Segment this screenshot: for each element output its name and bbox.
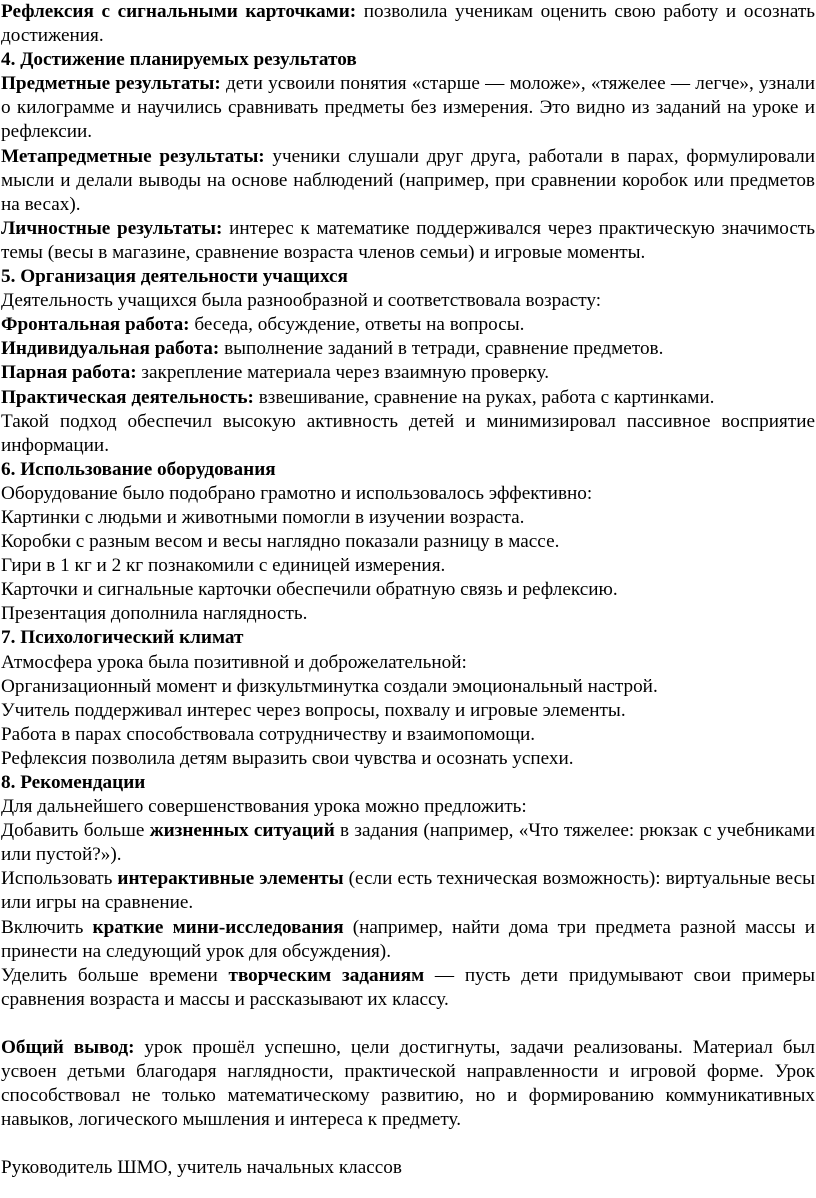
climate-line: Рефлексия позволила детям выразить свои чувства и осознать успехи.: [1, 747, 574, 769]
subject-results-text: дети усвоили понятия «старше — моложе», «тяжелее — легче», узнали о килограмме и научились сравнивать предметы без измерения. Это видно из заданий на уроке и рефлексии.: [1, 73, 815, 143]
subject-results-label: Предметные результаты:: [1, 73, 221, 95]
climate-line: Учитель поддерживал интерес через вопросы, похвалу и игровые элементы.: [1, 699, 626, 721]
recommendation-emphasis: краткие мини-исследования: [92, 916, 344, 938]
reflection-paragraph: [1, 0, 815, 48]
equipment-line: Презентация дополнила наглядность.: [1, 603, 308, 625]
recommendation-emphasis: интерактивные элементы: [117, 868, 344, 890]
section-6-heading: 6. Использование оборудования: [1, 458, 276, 480]
conclusion-text: урок прошёл успешно, цели достигнуты, задачи реализованы. Материал был усвоен детьми благодаря наглядности, практической направленности и игровой форме. Урок способствовал не только математическому развитию, но и формированию коммуникативных навыков, логического мышления и интереса к предмету.: [1, 1036, 815, 1131]
practical-work-line: [1, 386, 815, 410]
personal-results-paragraph: [1, 217, 815, 265]
climate-line: Работа в парах способствовала сотрудничеству и взаимопомощи.: [1, 723, 536, 745]
pair-work-text: закрепление материала через взаимную проверку.: [136, 362, 549, 384]
recommendation-text: — пусть дети придумывают свои примеры сравнения возраста и массы и рассказывают их классу.: [1, 964, 815, 1010]
recommendation-item: [1, 916, 815, 964]
conclusion-label: Общий вывод:: [1, 1036, 135, 1058]
personal-results-label: Личностные результаты:: [1, 217, 223, 239]
signature-line: Руководитель ШМО, учитель начальных классов: [1, 1157, 402, 1179]
recommendation-text: Использовать: [1, 868, 118, 890]
recommendation-text: (например, найти дома три предмета разной массы и принести на следующий урок для обсуждения).: [1, 916, 815, 962]
pair-work-label: Парная работа:: [1, 362, 137, 384]
pair-work-line: [1, 361, 815, 385]
recommendation-text: Уделить больше времени: [1, 964, 229, 986]
conclusion-paragraph: [1, 1036, 815, 1132]
individual-work-line: [1, 337, 815, 361]
activity-intro: Деятельность учащихся была разнообразной и соответствовала возрасту:: [1, 290, 602, 312]
equipment-line: Карточки и сигнальные карточки обеспечили обратную связь и рефлексию.: [1, 579, 618, 601]
practical-work-label: Практическая деятельность:: [1, 386, 254, 408]
recommendations-intro: Для дальнейшего совершенствования урока можно предложить:: [1, 796, 527, 818]
recommendation-text: Включить: [1, 916, 93, 938]
recommendation-text: в задания (например, «Что тяжелее: рюкзак с учебниками или пустой?»).: [1, 820, 815, 866]
subject-results-paragraph: [1, 72, 815, 144]
climate-line: Организационный момент и физкультминутка создали эмоциональный настрой.: [1, 675, 658, 697]
personal-results-text: интерес к математике поддерживался через практическую значимость темы (весы в магазине, сравнение возраста членов семьи) и игровые моменты.: [1, 217, 815, 263]
reflection-label: Рефлексия с сигнальными карточками:: [1, 1, 357, 22]
meta-results-label: Метапредметные результаты:: [1, 145, 265, 167]
recommendation-text: Добавить больше: [1, 820, 150, 842]
equipment-line: Гири в 1 кг и 2 кг познакомили с единицей измерения.: [1, 555, 446, 577]
spacer: [1, 1012, 815, 1036]
recommendation-text: (если есть техническая возможность): виртуальные весы или игры на сравнение.: [1, 868, 815, 914]
equipment-line: Оборудование было подобрано грамотно и использовалось эффективно:: [1, 482, 593, 504]
recommendation-item: [1, 819, 815, 867]
individual-work-label: Индивидуальная работа:: [1, 338, 220, 360]
reflection-text: позволила ученикам оценить свою работу и осознать достижения.: [1, 1, 816, 47]
frontal-work-line: [1, 313, 815, 337]
section-8-heading: 8. Рекомендации: [1, 772, 146, 793]
recommendation-emphasis: жизненных ситуаций: [149, 820, 335, 842]
recommendation-item: [1, 867, 815, 915]
equipment-line: Картинки с людьми и животными помогли в изучении возраста.: [1, 506, 525, 528]
equipment-line: Коробки с разным весом и весы наглядно показали разницу в массе.: [1, 531, 560, 553]
meta-results-paragraph: [1, 145, 815, 217]
section-7-heading: 7. Психологический климат: [1, 627, 244, 649]
section-5-heading: 5. Организация деятельности учащихся: [1, 266, 348, 288]
frontal-work-text: беседа, обсуждение, ответы на вопросы.: [189, 314, 525, 336]
individual-work-text: выполнение заданий в тетради, сравнение предметов.: [219, 338, 664, 360]
practical-work-text: взвешивание, сравнение на руках, работа с картинками.: [253, 386, 715, 408]
spacer: [1, 1132, 815, 1156]
section-4-heading: 4. Достижение планируемых результатов: [1, 49, 357, 71]
recommendation-emphasis: творческим заданиям: [228, 964, 425, 986]
climate-line: Атмосфера урока была позитивной и доброжелательной:: [1, 651, 467, 673]
meta-results-text: ученики слушали друг друга, работали в парах, формулировали мысли и делали выводы на основе наблюдений (например, при сравнении коробок или предметов на весах).: [1, 145, 815, 215]
frontal-work-label: Фронтальная работа:: [1, 314, 190, 336]
recommendation-item: [1, 964, 815, 1012]
activity-summary: Такой подход обеспечил высокую активность детей и минимизировал пассивное восприятие информации.: [1, 410, 815, 456]
